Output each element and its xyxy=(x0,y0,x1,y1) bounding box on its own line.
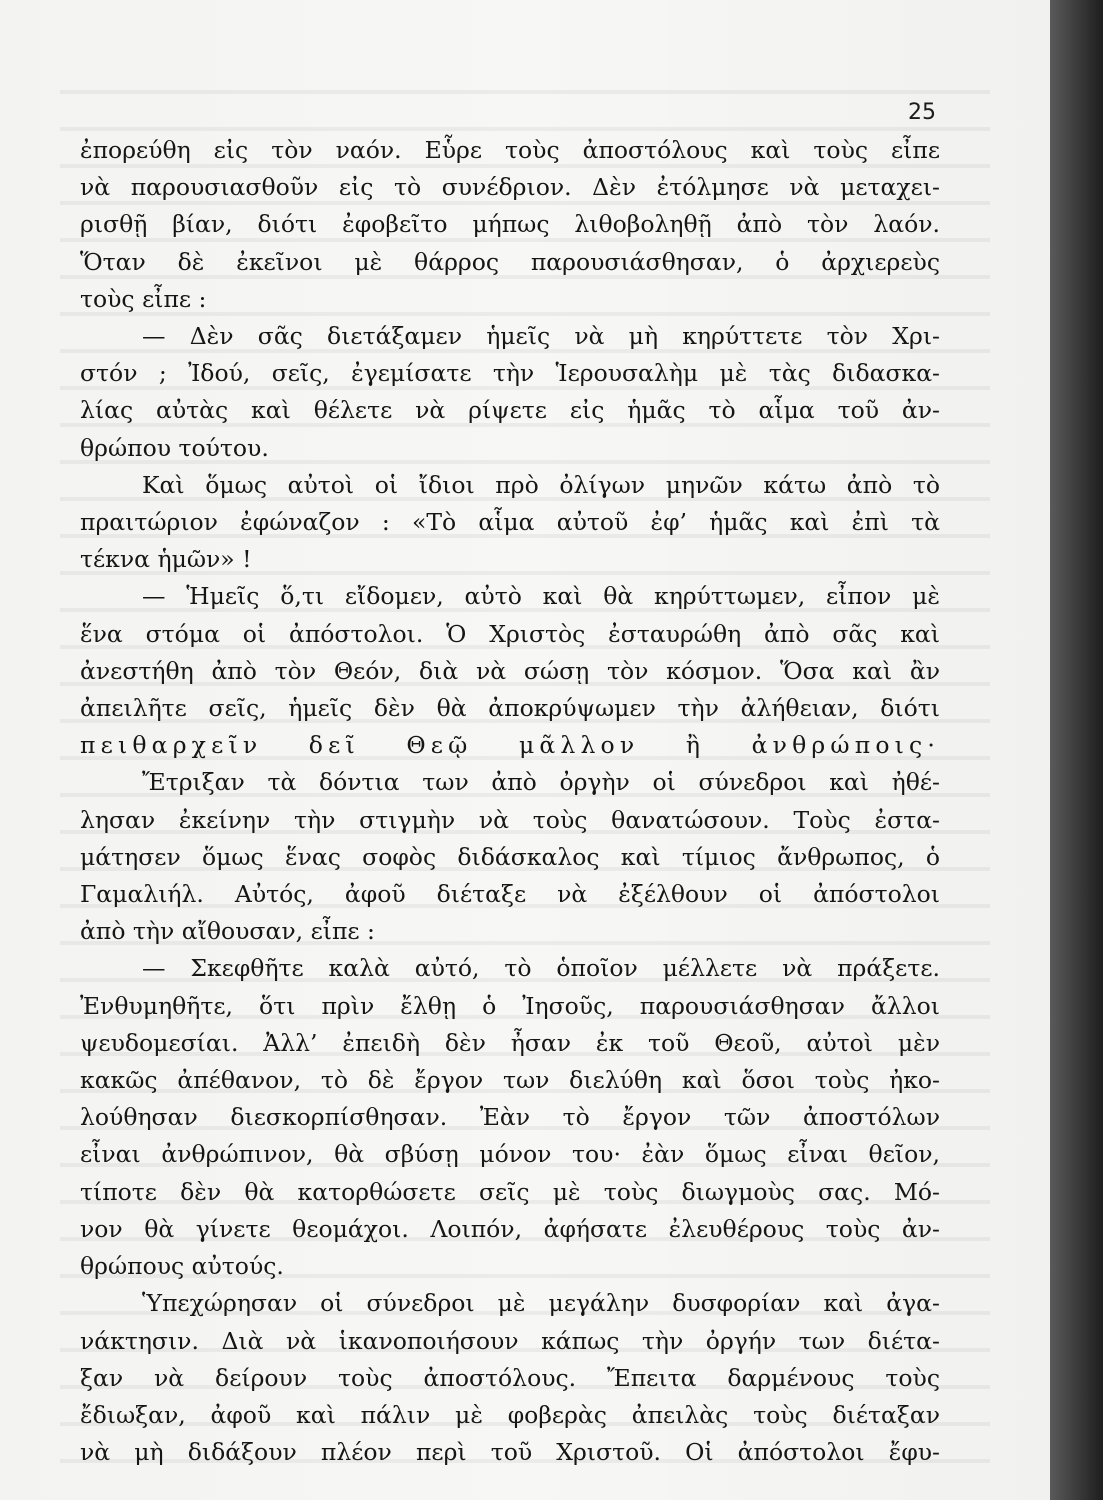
text-line: Ἐνθυμηθῆτε, ὅτι πρὶν ἔλθῃ ὁ Ἰησοῦς, παρουσιάσθησαν ἄλλοι xyxy=(80,991,940,1020)
body-text xyxy=(80,132,940,1471)
text-line: εἶναι ἀνθρώπινον, θὰ σβύσῃ μόνον του· ἐὰν ὅμως εἶναι θεῖον, xyxy=(80,1140,940,1169)
text-line: Ὑπεχώρησαν οἱ σύνεδροι μὲ μεγάλην δυσφορίαν καὶ ἀγα- xyxy=(142,1289,940,1318)
text-line: νὰ μὴ διδάξουν πλέον περὶ τοῦ Χριστοῦ. Οἱ ἀπόστολοι ἔφυ- xyxy=(80,1438,940,1467)
text-line: — Ἡμεῖς ὅ,τι εἴδομεν, αὐτὸ καὶ θὰ κηρύττωμεν, εἶπον μὲ xyxy=(142,582,940,611)
text-line: Ἔτριξαν τὰ δόντια των ἀπὸ ὀργὴν οἱ σύνεδροι καὶ ἠθέ- xyxy=(142,768,940,797)
text-line: — Δὲν σᾶς διετάξαμεν ἡμεῖς νὰ μὴ κηρύττετε τὸν Χρι- xyxy=(142,322,940,351)
text-line: νον θὰ γίνετε θεομάχοι. Λοιπόν, ἀφήσατε ἐλευθέρους τοὺς ἀν- xyxy=(80,1214,940,1243)
text-line: μάτησεν ὅμως ἕνας σοφὸς διδάσκαλος καὶ τίμιος ἄνθρωπος, ὁ xyxy=(80,842,940,871)
page-number: 25 xyxy=(908,100,936,125)
text-line: κακῶς ἀπέθανον, τὸ δὲ ἔργον των διελύθη καὶ ὅσοι τοὺς ἠκο- xyxy=(80,1066,940,1095)
text-line: νάκτησιν. Διὰ νὰ ἱκανοποιήσουν κάπως τὴν ὀργήν των διέτα- xyxy=(80,1326,940,1355)
text-line: Γαμαλιήλ. Αὐτός, ἀφοῦ διέταξε νὰ ἐξέλθουν οἱ ἀπόστολοι xyxy=(80,880,940,909)
text-line: νὰ παρουσιασθοῦν εἰς τὸ συνέδριον. Δὲν ἐτόλμησε νὰ μεταχει- xyxy=(80,173,940,202)
text-line: ξαν νὰ δείρουν τοὺς ἀποστόλους. Ἔπειτα δαρμένους τοὺς xyxy=(80,1363,940,1392)
text-line: λησαν ἐκείνην τὴν στιγμὴν νὰ τοὺς θανατώσουν. Τοὺς ἐστα- xyxy=(80,805,940,834)
text-line: τίποτε δὲν θὰ κατορθώσετε σεῖς μὲ τοὺς διωγμοὺς σας. Μό- xyxy=(80,1177,940,1206)
text-line: ρισθῇ βίαν, διότι ἐφοβεῖτο μήπως λιθοβοληθῇ ἀπὸ τὸν λαόν. xyxy=(80,210,940,239)
text-line-emphasized: πειθαρχεῖν δεῖ Θεῷ μᾶλλον ἢ ἀνθρώποις· xyxy=(80,731,940,760)
text-line: ἐπορεύθη εἰς τὸν ναόν. Εὗρε τοὺς ἀποστόλους καὶ τοὺς εἶπε xyxy=(80,136,940,164)
text-line: πραιτώριον ἐφώναζον : «Τὸ αἷμα αὐτοῦ ἐφ’ ἡμᾶς καὶ ἐπὶ τὰ xyxy=(80,508,940,537)
scan-edge xyxy=(1050,0,1103,1500)
text-line: θρώπου τούτου. xyxy=(80,433,269,462)
text-line: τοὺς εἶπε : xyxy=(80,284,207,313)
text-line: Καὶ ὅμως αὐτοὶ οἱ ἴδιοι πρὸ ὀλίγων μηνῶν κάτω ἀπὸ τὸ xyxy=(142,470,940,499)
text-line: ἕνα στόμα οἱ ἀπόστολοι. Ὁ Χριστὸς ἐσταυρώθη ἀπὸ σᾶς καὶ xyxy=(80,619,940,648)
text-line: ἀνεστήθη ἀπὸ τὸν Θεόν, διὰ νὰ σώσῃ τὸν κόσμον. Ὅσα καὶ ἂν xyxy=(80,656,940,685)
text-line: Ὅταν δὲ ἐκεῖνοι μὲ θάρρος παρουσιάσθησαν, ὁ ἀρχιερεὺς xyxy=(80,247,940,276)
text-line: ἀπειλῆτε σεῖς, ἡμεῖς δὲν θὰ ἀποκρύψωμεν τὴν ἀλήθειαν, διότι xyxy=(80,694,940,723)
text-line: στόν ; Ἰδού, σεῖς, ἐγεμίσατε τὴν Ἱερουσαλὴμ μὲ τὰς διδασκα- xyxy=(80,359,940,388)
text-line: ἔδιωξαν, ἀφοῦ καὶ πάλιν μὲ φοβερὰς ἀπειλὰς τοὺς διέταξαν xyxy=(80,1400,940,1429)
text-line: λούθησαν διεσκορπίσθησαν. Ἐὰν τὸ ἔργον τῶν ἀποστόλων xyxy=(80,1103,940,1132)
text-line: θρώπους αὐτούς. xyxy=(80,1252,284,1281)
text-line: ἀπὸ τὴν αἴθουσαν, εἶπε : xyxy=(80,917,375,946)
text-line: — Σκεφθῆτε καλὰ αὐτό, τὸ ὁποῖον μέλλετε νὰ πράξετε. xyxy=(142,954,940,983)
text-line: λίας αὐτὰς καὶ θέλετε νὰ ρίψετε εἰς ἡμᾶς τὸ αἷμα τοῦ ἀν- xyxy=(80,396,940,425)
text-line: ψευδομεσίαι. Ἀλλ’ ἐπειδὴ δὲν ἦσαν ἐκ τοῦ Θεοῦ, αὐτοὶ μὲν xyxy=(80,1028,940,1057)
text-line: τέκνα ἡμῶν» ! xyxy=(80,545,252,574)
